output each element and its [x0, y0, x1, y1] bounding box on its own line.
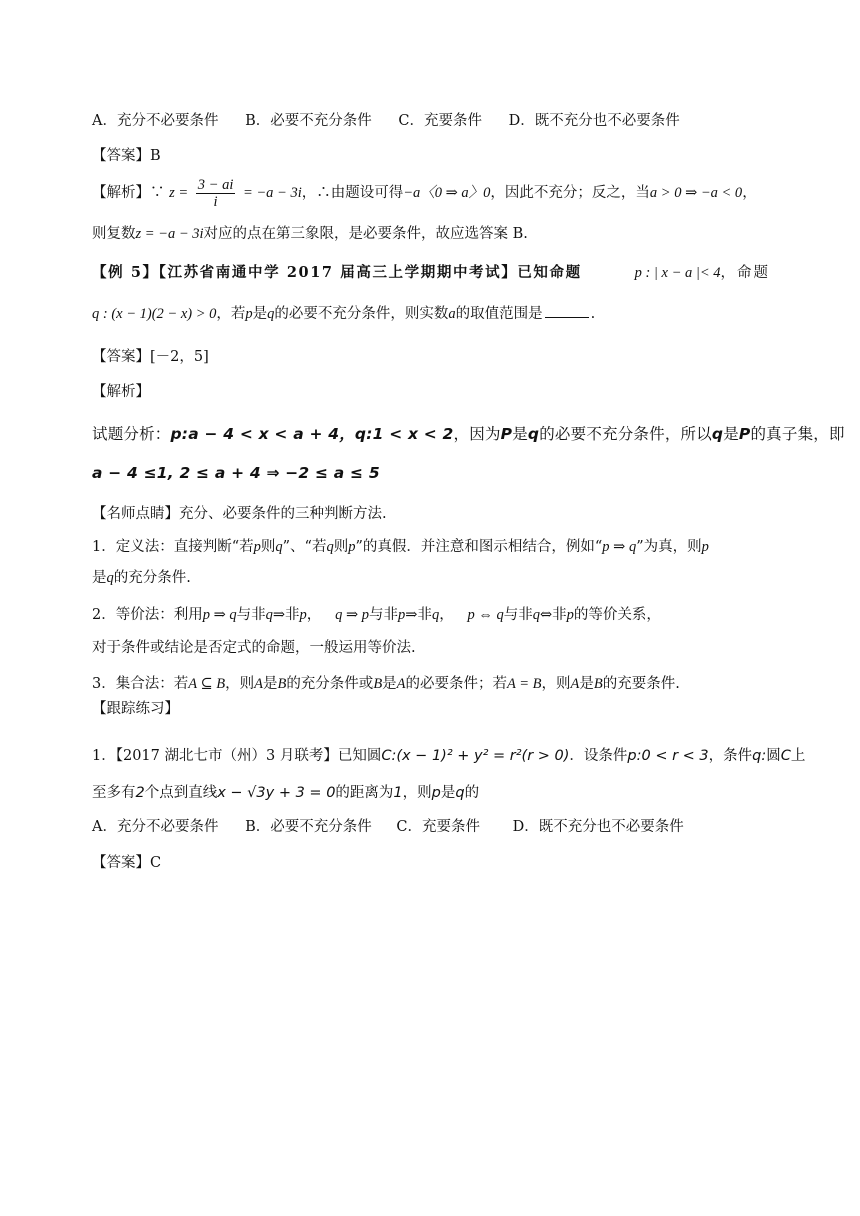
answer-blank: [545, 303, 589, 318]
option-b: B．必要不充分条件: [245, 113, 372, 129]
tips-2-line-2: 对于条件或结论是否定式的命题，一般运用等价法.: [92, 640, 416, 656]
example-5-title: 【例 5】【江苏省南通中学 2017 届高三上学期期中考试】已知命题 p : | x − a |< 4，命题: [92, 264, 770, 281]
example-5-solution-line-2: a − 4 ≤1, 2 ≤ a + 4 ⇒ −2 ≤ a ≤ 5: [92, 464, 380, 482]
example-5-answer: 【答案】[－2，5]: [92, 349, 209, 365]
tips-3: 3．集合法：若A ⊆ B，则A是B的充分条件或B是A的必要条件；若A = B，则A是B的充要条件.: [92, 676, 680, 692]
practice-q1-line-1: 1．【2017 湖北七市（州）3 月联考】已知圆C:(x − 1)² + y² = r²(r > 0)．设条件p:0 < r < 3，条件q:圆C上: [92, 748, 806, 764]
tips-1-line-2: 是q的充分条件.: [92, 570, 191, 586]
option-a: A．充分不必要条件: [92, 113, 219, 129]
practice-q1-line-2: 至多有2个点到直线x − √3y + 3 = 0的距离为1，则p是q的: [92, 785, 480, 801]
tips-1-line-1: 1．定义法：直接判断“若p则q”、“若q则p”的真假．并注意和图示相结合，例如“p ⇒ q”为真，则p: [92, 539, 709, 555]
fraction: $\frac{3 - ai}{i}$: [197, 176, 234, 210]
option-c: C．充要条件: [398, 113, 482, 129]
prev-analysis-line-2: 则复数z = −a − 3i对应的点在第三象限，是必要条件，故应选答案 B.: [92, 226, 528, 242]
practice-title: 【跟踪练习】: [92, 701, 179, 717]
analysis-label: 【解析】: [92, 185, 150, 201]
example-5-line-2: q : (x − 1)(2 − x) > 0，若p是q的必要不充分条件，则实数a的取值范围是 .: [92, 303, 770, 325]
prev-options: [92, 110, 770, 132]
tips-2-line-1: 2．等价法：利用p ⇒ q与非q⇒非p， q ⇒ p与非p⇒非q， p ⇔ q与非q⇔非p的等价关系，: [92, 607, 661, 623]
example-5-solution-line-1: 试题分析：p:a − 4 < x < a + 4，q:1 < x < 2，因为P是q的必要不充分条件，所以q是P的真子集，即: [92, 425, 845, 443]
prev-answer: 【答案】B: [92, 148, 161, 164]
option-c: C．充要条件: [396, 819, 480, 835]
practice-q1-answer: 【答案】C: [92, 855, 162, 871]
option-d: D．既不充分也不必要条件: [512, 819, 684, 835]
prev-analysis-line-1: 【解析】∵ z = $\frac{3 - ai}{i}$ = −a − 3i，∴由题设可得−a〈0 ⇒ a〉0，因此不充分；反之，当a > 0 ⇒ −a < 0，: [92, 176, 757, 210]
option-d: D．既不充分也不必要条件: [508, 113, 680, 129]
option-a: A．充分不必要条件: [92, 819, 219, 835]
tips-title: 【名师点睛】充分、必要条件的三种判断方法.: [92, 506, 387, 522]
option-b: B．必要不充分条件: [245, 819, 372, 835]
example-5-analysis-label: 【解析】: [92, 384, 150, 400]
practice-q1-options: [92, 816, 770, 838]
